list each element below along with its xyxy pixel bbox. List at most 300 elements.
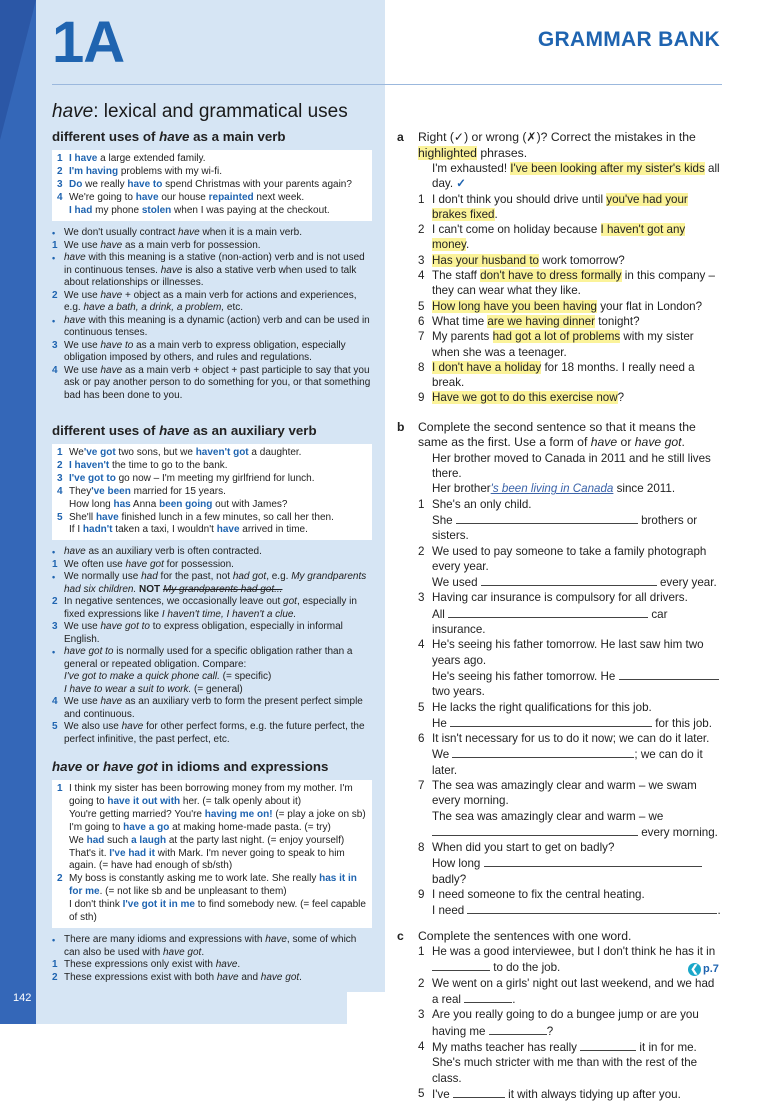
item-number: 4 bbox=[418, 269, 425, 283]
example-text bbox=[69, 873, 366, 899]
italic-text: I have to wear a suit to work. bbox=[64, 683, 192, 695]
text: We bbox=[69, 447, 84, 458]
example-row bbox=[57, 205, 366, 218]
text: I'm going to bbox=[69, 821, 124, 833]
answer-blank bbox=[481, 574, 657, 586]
example-row bbox=[57, 499, 366, 512]
answer-post: every year. bbox=[656, 576, 717, 590]
note-marker: • bbox=[52, 253, 56, 263]
text: How long bbox=[69, 498, 114, 510]
text: . (= not like sb and be unpleasant to them) bbox=[99, 886, 287, 898]
item-text bbox=[432, 268, 721, 299]
example-row bbox=[57, 486, 366, 499]
answer-pre: He's seeing his father tomorrow. He bbox=[432, 669, 619, 683]
highlighted-phrase: How long have you been having bbox=[432, 299, 598, 313]
answer-post: for this job. bbox=[652, 716, 712, 730]
item-text bbox=[432, 976, 721, 1008]
key-phrase: 've got bbox=[83, 447, 116, 458]
exercise-item bbox=[418, 887, 721, 919]
section-title bbox=[52, 101, 348, 123]
text: . bbox=[494, 207, 498, 221]
text: We often use bbox=[64, 558, 126, 570]
text: your flat in London? bbox=[597, 299, 703, 313]
text: at making home-made pasta. (= try) bbox=[169, 821, 331, 833]
answer-pre: I need bbox=[432, 904, 468, 918]
text: spend Christmas with your parents again? bbox=[162, 178, 352, 190]
item-question: I need someone to fix the central heating. bbox=[432, 888, 645, 902]
note-row bbox=[52, 972, 374, 985]
text: out with James? bbox=[212, 498, 288, 510]
example-text bbox=[69, 835, 366, 848]
item-text-a: He was a good interviewee, but I don't think he has it in bbox=[432, 945, 716, 959]
example-text bbox=[69, 460, 366, 473]
example-text bbox=[69, 809, 366, 822]
highlighted-phrase: Have we got to do this exercise now bbox=[432, 391, 618, 405]
text: with my sister when she was a teenager. bbox=[432, 330, 694, 359]
text: finished lunch in a few minutes, so call her then. bbox=[118, 511, 334, 523]
example-text bbox=[69, 179, 366, 192]
text: We use bbox=[64, 339, 101, 351]
key-phrase: I had bbox=[69, 204, 93, 216]
exercise-item bbox=[418, 976, 721, 1008]
text: We also use bbox=[64, 721, 122, 732]
exercise-letter: a bbox=[397, 130, 404, 144]
item-text bbox=[432, 192, 721, 223]
text: with Mark. I'm never going to speak to him again. (= have had enough of sb/sth) bbox=[69, 847, 345, 872]
exercise-item bbox=[418, 700, 721, 732]
exercise-item bbox=[418, 840, 721, 887]
note-row bbox=[52, 290, 374, 315]
item-number: 2 bbox=[418, 976, 425, 990]
note-marker: • bbox=[52, 315, 56, 326]
example-number: 4 bbox=[57, 191, 63, 203]
item-text bbox=[432, 329, 721, 360]
note-row bbox=[52, 559, 374, 572]
note-text bbox=[64, 596, 374, 621]
note-text bbox=[64, 546, 374, 559]
page-number: 142 bbox=[13, 992, 32, 1004]
text: She'll bbox=[69, 511, 96, 523]
exercise-item bbox=[418, 1039, 721, 1086]
example-text bbox=[69, 473, 366, 486]
item-text bbox=[432, 944, 721, 976]
item-answer-line bbox=[432, 606, 721, 638]
italic-text: have to bbox=[100, 339, 134, 351]
example-line: Her brother moved to Canada in 2011 and he still lives there. bbox=[432, 451, 711, 481]
exercise-c bbox=[397, 929, 721, 1102]
note-text bbox=[64, 340, 374, 365]
item-text-b: . bbox=[512, 993, 516, 1007]
key-phrase: 've been bbox=[91, 485, 131, 497]
answer-pre: All bbox=[432, 607, 449, 621]
exercise-b bbox=[397, 420, 721, 919]
example-number: 2 bbox=[57, 459, 63, 471]
exercise-item bbox=[418, 778, 721, 840]
exercises-column bbox=[397, 130, 721, 1102]
key-phrase: have bbox=[95, 511, 119, 523]
item-number: 9 bbox=[418, 888, 425, 902]
text: The staff bbox=[432, 269, 481, 283]
answer-pre: He bbox=[432, 716, 451, 730]
text: We use bbox=[64, 364, 101, 376]
note-row bbox=[52, 621, 374, 646]
answer-blank bbox=[448, 606, 648, 618]
note-text bbox=[64, 972, 374, 985]
item-number: 2 bbox=[418, 544, 425, 558]
item-text-b: it in for me. She's much stricter with me than with the rest of the class. bbox=[432, 1040, 698, 1085]
key-phrase: I've got to bbox=[69, 472, 116, 484]
key-phrase: having me on! bbox=[204, 808, 273, 820]
text: Complete the second sentence so that it means the same as the first. Use a form of bbox=[418, 419, 696, 450]
item-text-a: I've bbox=[432, 1087, 453, 1101]
highlighted-phrase: I haven't got any money bbox=[432, 223, 686, 252]
exercise-item bbox=[418, 731, 721, 778]
text: , some of which can also be used with bbox=[64, 934, 357, 958]
exercise-item bbox=[418, 360, 721, 391]
highlighted-phrase: highlighted bbox=[418, 145, 477, 160]
italic-text: have bbox=[64, 314, 86, 326]
text: I think my sister has been borrowing money from my mother. I'm going to bbox=[69, 783, 353, 807]
example-text bbox=[69, 899, 366, 925]
text: , e.g. bbox=[266, 571, 292, 582]
text: There are many idioms and expressions with bbox=[64, 934, 266, 945]
italic-text: My grandparents had six children. bbox=[64, 571, 367, 595]
item-text bbox=[432, 222, 721, 253]
note-marker: 1 bbox=[52, 959, 58, 970]
item-text bbox=[432, 700, 721, 732]
key-phrase: have bbox=[216, 524, 240, 536]
note-row bbox=[52, 596, 374, 621]
text: such bbox=[104, 834, 132, 846]
example-number: 3 bbox=[57, 178, 63, 190]
example-text bbox=[69, 822, 366, 835]
item-number: 7 bbox=[418, 330, 425, 344]
note-text bbox=[64, 227, 374, 240]
item-question: We used to pay someone to take a family photograph every year. bbox=[432, 544, 707, 573]
item-number: 7 bbox=[418, 778, 425, 792]
text: taken a taxi, I wouldn't bbox=[112, 524, 217, 536]
answer-post: car insurance. bbox=[432, 607, 668, 637]
text: with this meaning is a dynamic (action) verb and can be used in continuous tenses. bbox=[64, 314, 370, 338]
italic-text: have got bbox=[260, 971, 300, 983]
text: We use bbox=[64, 696, 101, 707]
item-text-b: to do the job. bbox=[490, 961, 561, 975]
text: go now – I'm meeting my girlfriend for lunch. bbox=[115, 472, 315, 484]
note-marker: 4 bbox=[52, 696, 58, 707]
section-title-rest: : lexical and grammatical uses bbox=[93, 101, 348, 122]
italic-text: have got bbox=[634, 435, 682, 450]
highlighted-phrase: I don't have a holiday bbox=[432, 360, 542, 374]
exercise-b-items bbox=[418, 497, 721, 919]
item-number: 4 bbox=[418, 638, 425, 652]
text: is also a stative verb when used to talk about relationships or illnesses. bbox=[64, 264, 357, 288]
italic-text: got bbox=[283, 596, 297, 607]
item-text bbox=[432, 1007, 721, 1039]
italic-text: had got bbox=[232, 571, 267, 582]
item-answer-line bbox=[432, 668, 721, 700]
key-phrase: I've got it in me bbox=[122, 899, 195, 911]
exercise-item bbox=[418, 1086, 721, 1102]
text: a large extended family. bbox=[97, 153, 206, 164]
grammar-bank-title: GRAMMAR BANK bbox=[537, 28, 720, 51]
item-number: 8 bbox=[418, 360, 425, 374]
example-number bbox=[57, 499, 69, 512]
note-text bbox=[64, 559, 374, 572]
italic-text: have bbox=[265, 934, 287, 945]
stripe-corner bbox=[0, 0, 36, 140]
answer-blank bbox=[450, 715, 652, 727]
italic-text: have bbox=[590, 435, 618, 450]
example-row bbox=[57, 822, 366, 835]
note-text bbox=[64, 646, 374, 671]
item-number: 9 bbox=[418, 391, 425, 405]
example-number bbox=[57, 524, 69, 537]
answer-blank bbox=[453, 1086, 505, 1098]
note-text bbox=[64, 721, 374, 746]
text: . bbox=[681, 435, 685, 450]
text: , especially in fixed expressions like bbox=[64, 596, 357, 620]
italic-text: have got to bbox=[100, 621, 150, 632]
key-phrase: haven't got bbox=[195, 447, 249, 458]
answer-blank bbox=[467, 902, 717, 914]
example-text bbox=[69, 192, 366, 205]
example-row bbox=[57, 166, 366, 179]
example-text bbox=[69, 153, 366, 166]
answer-pre: We used bbox=[432, 576, 481, 590]
subheading-idioms: have or have got in idioms and expressions bbox=[52, 759, 329, 774]
answer-blank bbox=[580, 1039, 636, 1051]
text: You're getting married? You're bbox=[69, 808, 205, 820]
example-number: 1 bbox=[57, 153, 63, 164]
item-answer-line bbox=[432, 855, 721, 887]
note-row bbox=[52, 315, 374, 340]
text: + object as a main verb for actions and experiences, e.g. bbox=[64, 289, 357, 313]
item-text bbox=[432, 840, 721, 887]
answer-blank bbox=[432, 959, 490, 971]
page-reference[interactable] bbox=[688, 963, 719, 976]
item-answer-line bbox=[432, 902, 721, 918]
italic-text: have bbox=[64, 546, 86, 557]
exercise-a-items bbox=[418, 161, 721, 406]
note-marker bbox=[52, 671, 64, 684]
key-phrase: stolen bbox=[141, 204, 172, 216]
item-text-a: We went on a girls' night out last weekend, and we had a real bbox=[432, 976, 715, 1007]
struck-text: My grandparents had got... bbox=[162, 583, 283, 595]
item-text bbox=[432, 887, 721, 919]
text: These expressions exist with both bbox=[64, 971, 217, 983]
note-marker: 3 bbox=[52, 621, 58, 632]
answer-pre: How long bbox=[432, 857, 484, 871]
text: as an auxiliary verb to form the present perfect simple and continuous. bbox=[64, 696, 363, 720]
italic-text: have bbox=[178, 227, 200, 238]
item-question: The sea was amazingly clear and warm – we swam every morning. bbox=[432, 778, 697, 808]
key-phrase: have to bbox=[127, 178, 163, 190]
text: as a main verb + object + past participle to say that you ask or pay another person to do something for you, or that something bad has been done to you. bbox=[64, 364, 371, 401]
note-row bbox=[52, 571, 374, 596]
exercise-a bbox=[397, 130, 721, 406]
note-marker: 2 bbox=[52, 289, 58, 301]
text: or bbox=[617, 435, 635, 450]
note-text bbox=[64, 959, 374, 972]
note-marker bbox=[52, 684, 64, 697]
text: My boss is constantly asking me to work late. She really bbox=[69, 873, 320, 885]
text: I can't come on holiday because bbox=[432, 223, 601, 237]
text: arrived in time. bbox=[239, 524, 308, 536]
note-marker: • bbox=[52, 228, 56, 238]
example-row bbox=[57, 460, 366, 473]
example-number: 1 bbox=[57, 447, 63, 458]
item-number: 2 bbox=[418, 223, 425, 237]
exercise-b-example bbox=[418, 451, 721, 497]
example-row bbox=[57, 153, 366, 166]
exercise-letter: c bbox=[397, 928, 404, 943]
example-number: 2 bbox=[57, 873, 63, 885]
item-question: He's seeing his father tomorrow. He last saw him two years ago. bbox=[432, 638, 704, 667]
answer-post: . bbox=[717, 904, 721, 918]
note-text bbox=[64, 252, 374, 290]
text: we really bbox=[82, 178, 128, 190]
text: If I bbox=[69, 524, 83, 536]
note-row bbox=[52, 240, 374, 253]
key-phrase: have a go bbox=[123, 821, 170, 833]
item-answer-line bbox=[432, 512, 721, 544]
key-phrase: I have bbox=[69, 153, 98, 164]
key-phrase: have it out with bbox=[107, 795, 181, 807]
answer-post2: two years. bbox=[432, 685, 485, 699]
note-marker: 5 bbox=[52, 721, 58, 732]
highlighted-phrase: are we having dinner bbox=[487, 314, 596, 328]
exercise-item bbox=[418, 268, 721, 299]
item-number: 5 bbox=[418, 700, 425, 714]
item-answer-line bbox=[432, 809, 721, 841]
highlighted-phrase: Has your husband to bbox=[432, 253, 539, 267]
item-question: Having car insurance is compulsory for all drivers. bbox=[432, 591, 688, 605]
example-number bbox=[57, 809, 69, 822]
italic-text: have got bbox=[125, 558, 164, 570]
example-number: 3 bbox=[57, 472, 63, 484]
text: We use bbox=[64, 621, 101, 632]
key-phrase: been going bbox=[159, 498, 213, 510]
subheading-main-verb: different uses of have as a main verb bbox=[52, 129, 286, 144]
page-reference-label: p.7 bbox=[703, 963, 719, 975]
key-phrase: a laugh bbox=[131, 834, 167, 846]
example-answer: 's been living in Canada bbox=[490, 482, 614, 496]
text: for 18 months. I really need a break. bbox=[432, 360, 695, 390]
exercise-item bbox=[418, 253, 721, 268]
text: These expressions only exist with bbox=[64, 959, 216, 970]
note-row bbox=[52, 252, 374, 290]
item-number: 3 bbox=[418, 253, 425, 267]
item-text-b: ? bbox=[546, 1024, 554, 1038]
exercise-item bbox=[418, 329, 721, 360]
key-phrase: repainted bbox=[208, 191, 254, 203]
example-number: 2 bbox=[57, 165, 63, 177]
item-text bbox=[432, 1086, 721, 1102]
text: In negative sentences, we occasionally leave out bbox=[64, 596, 284, 607]
highlighted-phrase: I've been looking after my sister's kids bbox=[510, 162, 705, 175]
example-text bbox=[69, 205, 366, 218]
text: phrases. bbox=[476, 145, 528, 160]
text: That's it. bbox=[69, 847, 110, 859]
italic-text: have bbox=[100, 239, 123, 251]
examples-box-idioms bbox=[52, 780, 372, 928]
text: etc. bbox=[224, 302, 244, 313]
text: (= play a joke on sb) bbox=[272, 808, 366, 820]
text: I don't think you should drive until bbox=[432, 192, 607, 206]
item-text bbox=[432, 544, 721, 591]
answer-blank bbox=[489, 1023, 547, 1035]
text: I'm exhausted! bbox=[432, 162, 511, 175]
example-number: 5 bbox=[57, 511, 63, 523]
note-marker: • bbox=[52, 572, 56, 582]
item-text bbox=[432, 590, 721, 637]
note-marker: 3 bbox=[52, 339, 58, 351]
tick-icon: ✓ bbox=[456, 177, 466, 191]
note-row bbox=[52, 934, 374, 959]
answer-line bbox=[432, 824, 721, 840]
example-row bbox=[57, 179, 366, 192]
example-text bbox=[69, 486, 366, 499]
text: at the party last night. (= enjoy yourself) bbox=[166, 834, 345, 846]
note-marker: 1 bbox=[52, 558, 58, 570]
text: when I was paying at the checkout. bbox=[171, 204, 330, 216]
item-text bbox=[432, 390, 721, 405]
examples-box-main-verb bbox=[52, 150, 372, 221]
note-row bbox=[52, 227, 374, 240]
example-row bbox=[57, 473, 366, 486]
text: the time to go to the bank. bbox=[109, 459, 228, 471]
text: . bbox=[201, 946, 205, 958]
text: I don't think bbox=[69, 899, 123, 911]
item-number: 5 bbox=[418, 299, 425, 313]
text: work tomorrow? bbox=[539, 253, 625, 267]
text: our house bbox=[158, 191, 209, 203]
note-row bbox=[52, 721, 374, 746]
answer-post: ; we can do it later. bbox=[432, 748, 703, 777]
note-row bbox=[52, 546, 374, 559]
example-text bbox=[69, 783, 366, 809]
italic-text: have bbox=[216, 971, 239, 983]
example-row bbox=[57, 192, 366, 205]
note-text bbox=[64, 934, 374, 959]
italic-text: have got to bbox=[64, 646, 114, 657]
item-text bbox=[432, 161, 721, 192]
italic-text: had bbox=[141, 571, 158, 582]
exercise-c-instructions: Complete the sentences with one word. bbox=[418, 928, 632, 943]
item-text bbox=[432, 314, 721, 329]
note-text bbox=[64, 571, 374, 596]
answer-blank bbox=[432, 824, 638, 836]
text: problems with my wi-fi. bbox=[118, 165, 222, 177]
answer-post: badly? bbox=[432, 872, 467, 886]
text: as a main verb to express obligation, especially obligation imposed by others, and rules and regulations. bbox=[64, 339, 346, 363]
text: They bbox=[69, 485, 92, 497]
note-row bbox=[52, 959, 374, 972]
text: We normally use bbox=[64, 571, 142, 582]
example-row bbox=[57, 524, 366, 537]
highlighted-phrase: you've had your brakes fixed bbox=[432, 192, 688, 221]
item-question: It isn't necessary for us to do it now; we can do it later. bbox=[432, 732, 710, 746]
text: is normally used for a specific obligation rather than a general or repeated obligation. Compare: bbox=[64, 646, 353, 670]
text: My parents bbox=[432, 330, 493, 344]
italic-text: have bbox=[160, 264, 183, 276]
item-text-b: it with always tidying up after you. bbox=[504, 1087, 681, 1101]
text: ? bbox=[617, 391, 625, 405]
text: to express obligation, especially in informal English. bbox=[64, 621, 343, 645]
note-text bbox=[64, 290, 374, 315]
text: for possession. bbox=[163, 558, 234, 570]
italic-text: I've got to make a quick phone call. bbox=[64, 671, 220, 682]
